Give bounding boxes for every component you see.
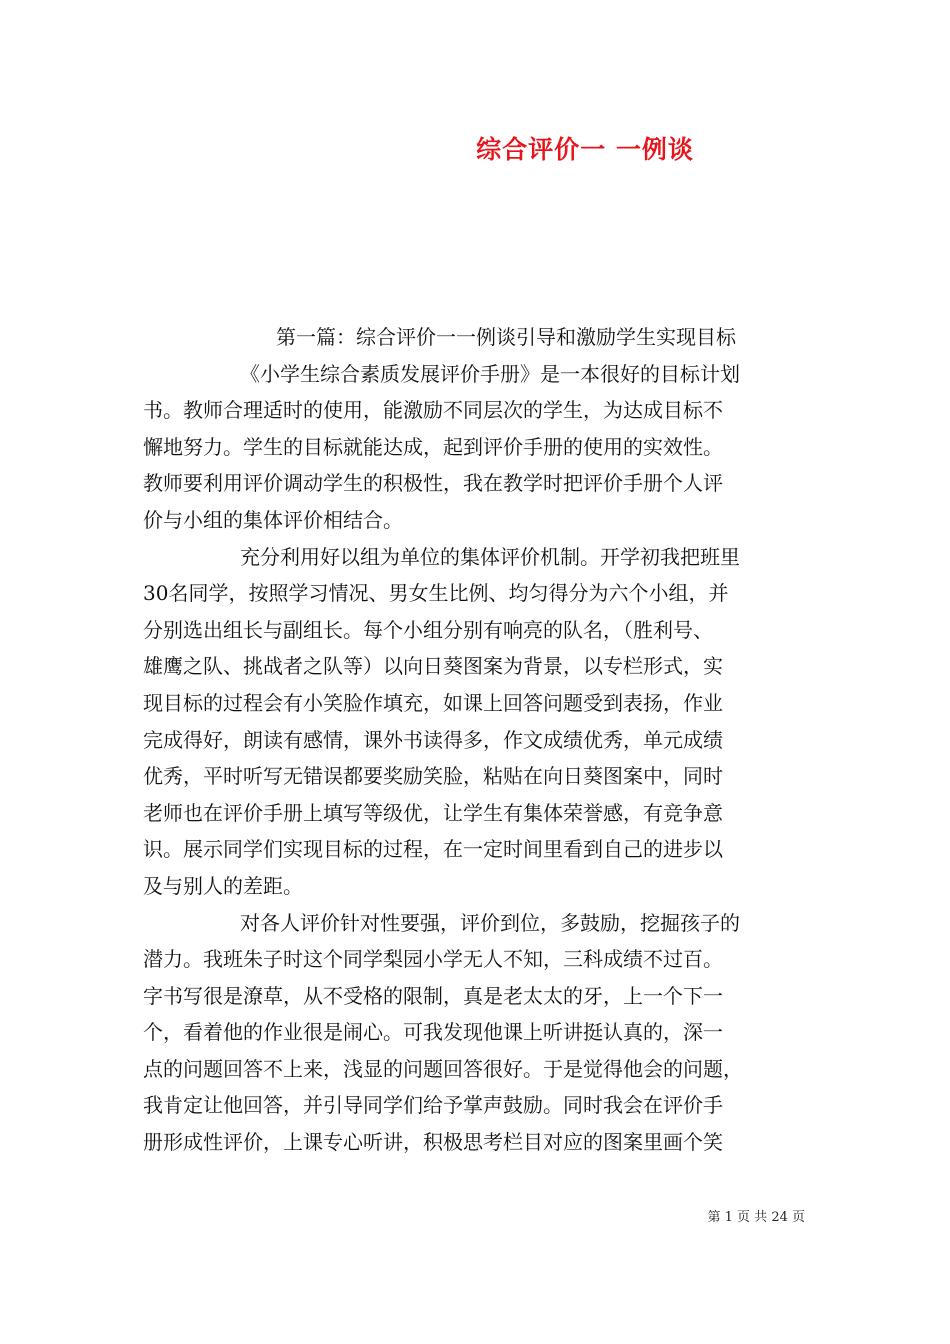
paragraph-line: 书。教师合理适时的使用，能激励不同层次的学生，为达成目标不 — [143, 398, 723, 423]
paragraph-line: 教师要利用评价调动学生的积极性，我在教学时把评价手册个人评 — [143, 471, 723, 496]
paragraph-line: 懈地努力。学生的目标就能达成，起到评价手册的使用的实效性。 — [143, 434, 723, 459]
paragraph-line: 价与小组的集体评价相结合。 — [143, 507, 403, 532]
paragraph-line: 充分利用好以组为单位的集体评价机制。开学初我把班里 — [240, 544, 740, 569]
document-body — [143, 319, 823, 1161]
paragraph-line: 个，看着他的作业很是闹心。可我发现他课上听讲挺认真的，深一 — [143, 1020, 723, 1045]
paragraph-line: 《小学生综合素质发展评价手册》是一本很好的目标计划 — [240, 361, 740, 386]
paragraph-line: 点的问题回答不上来，浅显的问题回答很好。于是觉得他会的问题， — [143, 1056, 743, 1081]
paragraph-line: 潜力。我班朱子时这个同学梨园小学无人不知，三科成绩不过百。 — [143, 947, 723, 972]
page-footer: 第 1 页 共 24 页 — [707, 1210, 805, 1225]
section-heading: 第一篇：综合评价一一例谈引导和激励学生实现目标 — [276, 325, 736, 349]
paragraph-line: 分别选出组长与副组长。每个小组分别有响亮的队名，（胜利号、 — [143, 617, 713, 642]
paragraph-line: 30名同学，按照学习情况、男女生比例、均匀得分为六个小组，并 — [143, 581, 729, 606]
paragraph-line: 优秀，平时听写无错误都要奖励笑脸，粘贴在向日葵图案中，同时 — [143, 764, 723, 789]
paragraph-line: 雄鹰之队、挑战者之队等）以向日葵图案为背景，以专栏形式，实 — [143, 654, 723, 679]
paragraph-line: 识。展示同学们实现目标的过程，在一定时间里看到自己的进步以 — [143, 837, 723, 862]
paragraph-line: 对各人评价针对性要强，评价到位，多鼓励，挖掘孩子的 — [240, 910, 740, 935]
paragraph-line: 老师也在评价手册上填写等级优，让学生有集体荣誉感，有竞争意 — [143, 800, 723, 825]
paragraph-line: 完成得好，朗读有感情，课外书读得多，作文成绩优秀，单元成绩 — [143, 727, 723, 752]
paragraph-line: 现目标的过程会有小笑脸作填充，如课上回答问题受到表扬，作业 — [143, 690, 723, 715]
paragraph-line: 及与别人的差距。 — [143, 873, 303, 898]
paragraph-line: 册形成性评价，上课专心听讲，积极思考栏目对应的图案里画个笑 — [143, 1130, 723, 1155]
paragraph-line: 我肯定让他回答，并引导同学们给予掌声鼓励。同时我会在评价手 — [143, 1093, 723, 1118]
paragraph-line: 字书写很是潦草，从不受格的限制，真是老太太的牙，上一个下一 — [143, 983, 723, 1008]
document-title: 综合评价一 一例谈 — [476, 135, 694, 164]
